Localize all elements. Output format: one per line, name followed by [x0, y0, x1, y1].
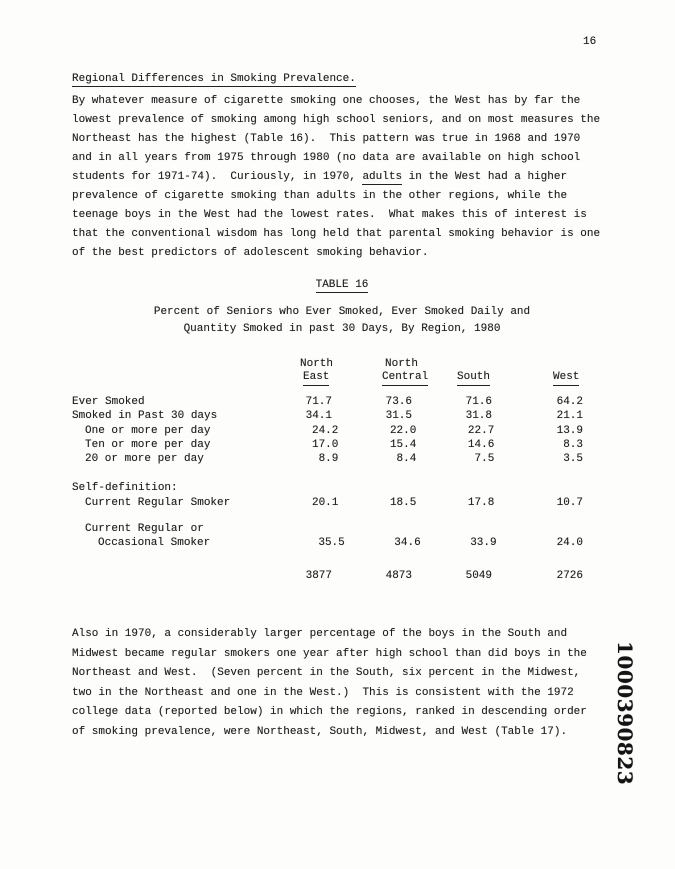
table-row-current-regular-or	[72, 522, 583, 536]
table-row-current-regular-smoker	[72, 496, 583, 510]
column-header-south: South	[457, 371, 490, 386]
paragraph-regional-differences	[72, 92, 600, 263]
paragraph-line: Northeast has the highest (Table 16). This pattern was true in 1968 and 1970	[72, 133, 581, 145]
cell-west: 10.7	[556, 496, 584, 509]
section-heading-text: Regional Differences in Smoking Prevalence.	[72, 73, 356, 85]
paragraph-line: of the best predictors of adolescent smoking behavior.	[72, 247, 429, 259]
row-label: Occasional Smoker	[98, 537, 211, 550]
cell-northcentral: 8.4	[396, 453, 417, 466]
column-header-northeast-line1: North	[300, 358, 334, 370]
cell-northcentral: 22.0	[389, 424, 417, 437]
row-label: 20 or more per day	[85, 453, 204, 466]
cell-northeast: 24.2	[311, 424, 339, 437]
cell-northcentral: 34.6	[394, 537, 421, 550]
cell-south: 33.9	[470, 537, 497, 550]
column-header-northcentral-line1: North	[385, 358, 419, 370]
table-row-past-30-days	[72, 409, 583, 423]
cell-northeast: 3877	[305, 569, 332, 582]
row-label: Self-definition:	[72, 482, 178, 495]
table-row-ever-smoked	[72, 395, 583, 409]
cell-south: 5049	[465, 569, 492, 582]
cell-northeast: 17.0	[311, 438, 339, 451]
paragraph-line: Also in 1970, a considerably larger percentage of the boys in the South and	[72, 628, 568, 640]
row-label: Smoked in Past 30 days	[72, 410, 218, 423]
paragraph-line: and in all years from 1975 through 1980 (no data are available on high school	[72, 152, 581, 164]
table-row-occasional-smoker	[72, 536, 583, 550]
row-label: Current Regular or	[85, 523, 204, 536]
cell-northcentral: 18.5	[389, 496, 417, 509]
table-row-twenty-or-more	[72, 452, 583, 466]
cell-northeast: 71.7	[305, 396, 332, 408]
table-16-body	[72, 395, 583, 583]
section-heading	[72, 72, 356, 87]
line-segment: in the West had a higher	[402, 171, 568, 183]
cell-south: 17.8	[467, 496, 495, 509]
table-caption-line1: Percent of Seniors who Ever Smoked, Ever Smoked Daily and	[153, 306, 531, 318]
paragraph-line	[72, 168, 600, 187]
column-header-northeast-line2: East	[303, 371, 329, 386]
paragraph-line: prevalence of cigarette smoking than adults in the other regions, while the	[72, 190, 568, 202]
line-segment: students for 1971-74). Curiously, in 1970,	[72, 171, 363, 183]
cell-south: 7.5	[474, 453, 495, 466]
cell-northeast: 35.5	[318, 537, 345, 550]
cell-west: 21.1	[556, 410, 583, 423]
cell-south: 31.8	[465, 410, 492, 423]
paragraph-line: college data (reported below) in which the regions, ranked in descending order	[72, 706, 587, 718]
cell-south: 71.6	[465, 396, 492, 408]
cell-northcentral: 31.5	[385, 410, 412, 423]
cell-northeast: 8.9	[318, 453, 339, 466]
table-row-ten-or-more	[72, 438, 583, 452]
cell-northcentral: 4873	[385, 569, 412, 582]
cell-west: 3.5	[563, 453, 584, 466]
cell-west: 24.0	[556, 537, 583, 550]
paragraph-line: By whatever measure of cigarette smoking one chooses, the West has by far the	[72, 95, 581, 107]
cell-northeast: 20.1	[311, 496, 339, 509]
paragraph-line: that the conventional wisdom has long held that parental smoking behavior is one	[72, 228, 601, 240]
row-label: Ever Smoked	[72, 396, 145, 408]
paragraph-line: of smoking prevalence, were Northeast, South, Midwest, and West (Table 17).	[72, 725, 568, 738]
cell-west: 8.3	[563, 438, 584, 451]
underlined-word-adults: adults	[362, 171, 403, 183]
row-label: Ten or more per day	[85, 438, 211, 451]
cell-south: 22.7	[467, 424, 495, 437]
table-16-label	[72, 278, 612, 292]
table-row-sample-sizes	[72, 569, 583, 583]
cell-west: 64.2	[556, 396, 583, 408]
paragraph-line: Midwest became regular smokers one year after high school than did boys in the	[72, 647, 587, 660]
cell-northcentral: 73.6	[385, 396, 412, 408]
paragraph-line: Northeast and West. (Seven percent in the South, six percent in the Midwest,	[72, 667, 581, 679]
cell-west: 2726	[556, 569, 583, 582]
paragraph-line: teenage boys in the West had the lowest rates. What makes this of interest is	[72, 209, 587, 221]
column-header-northcentral-line2: Central	[382, 371, 428, 386]
paragraph-also-in-1970	[72, 625, 587, 742]
row-label: Current Regular Smoker	[85, 496, 231, 509]
cell-south: 14.6	[467, 438, 495, 451]
row-label: One or more per day	[85, 424, 211, 437]
cell-west: 13.9	[556, 424, 584, 437]
row-label	[72, 569, 262, 583]
paragraph-line: two in the Northeast and one in the West.) This is consistent with the 1972	[72, 686, 574, 699]
archive-stamp-number: 1000390823	[613, 641, 637, 786]
cell-northcentral: 15.4	[389, 438, 417, 451]
table-caption-line2: Quantity Smoked in past 30 Days, By Region, 1980	[183, 323, 501, 335]
table-row-self-definition-header	[72, 481, 583, 495]
table-row-one-or-more	[72, 424, 583, 438]
cell-northeast: 34.1	[305, 410, 332, 423]
column-header-west: West	[553, 371, 579, 386]
paragraph-line: lowest prevalence of smoking among high school seniors, and on most measures the	[72, 114, 601, 126]
page-number: 16	[583, 36, 597, 48]
table-16-label-text: TABLE 16	[315, 279, 369, 291]
